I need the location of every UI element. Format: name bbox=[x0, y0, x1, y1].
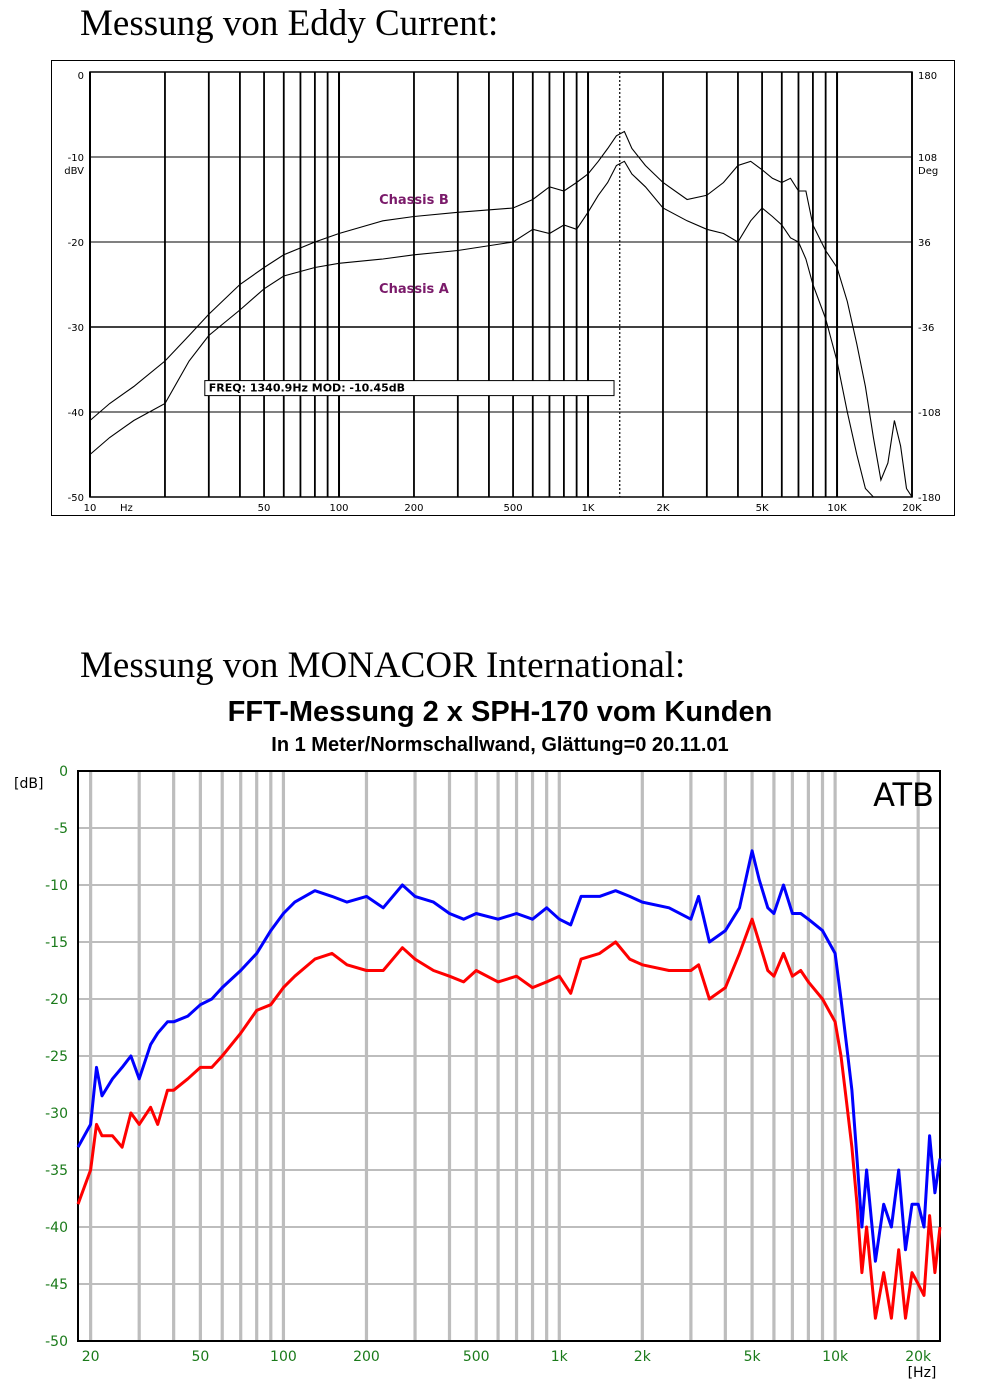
y-tick-label: -15 bbox=[45, 935, 68, 951]
y-right-tick-label: 36 bbox=[918, 238, 931, 249]
cursor-readout: FREQ: 1340.9Hz MOD: -10.45dB bbox=[208, 381, 406, 395]
y-tick-label: -50 bbox=[67, 493, 84, 504]
y-right-tick-label: -36 bbox=[918, 323, 935, 334]
atb-badge: ATB bbox=[873, 776, 934, 814]
y-right-tick-label: 180 bbox=[918, 71, 938, 82]
eddy-current-heading: Messung von Eddy Current: bbox=[80, 3, 499, 44]
y-tick-label: -10 bbox=[67, 153, 84, 164]
monacor-chart-subtitle: In 1 Meter/Normschallwand, Glättung=0 20.11.01 bbox=[271, 734, 729, 756]
x-tick-label: 20 bbox=[81, 1349, 100, 1365]
x-tick-label: 20K bbox=[902, 503, 922, 514]
series-chassis-a bbox=[90, 161, 912, 497]
x-tick-label: 50 bbox=[191, 1349, 210, 1365]
plot-frame bbox=[90, 72, 912, 497]
x-tick-label: 5k bbox=[743, 1349, 761, 1365]
x-tick-label: 1K bbox=[581, 503, 595, 514]
y-tick-label: 0 bbox=[77, 71, 84, 82]
series-red bbox=[78, 919, 940, 1318]
eddy-current-chart-frame bbox=[51, 60, 955, 516]
y-tick-label: -30 bbox=[67, 323, 84, 334]
x-tick-label: 500 bbox=[462, 1349, 490, 1365]
monacor-chart-title: FFT-Messung 2 x SPH-170 vom Kunden bbox=[227, 696, 773, 728]
y-tick-label: -45 bbox=[45, 1277, 68, 1293]
y-tick-label: -25 bbox=[45, 1049, 68, 1065]
x-axis-label: [Hz] bbox=[907, 1365, 937, 1381]
y-tick-label: -20 bbox=[67, 238, 84, 249]
y-axis-label: [dB] bbox=[14, 776, 44, 792]
monacor-heading: Messung von MONACOR International: bbox=[80, 645, 686, 686]
eddy-current-chart bbox=[52, 61, 956, 517]
y-right-tick-label: -180 bbox=[918, 493, 941, 504]
x-tick-label: 20k bbox=[905, 1349, 932, 1365]
x-tick-label: 5K bbox=[755, 503, 769, 514]
y-tick-label: -30 bbox=[45, 1106, 68, 1122]
x-tick-label: 200 bbox=[353, 1349, 380, 1365]
y-tick-label: -40 bbox=[67, 408, 84, 419]
x-tick-label: 10K bbox=[827, 503, 847, 514]
y-right-tick-label: 108 bbox=[918, 153, 938, 164]
series-chassis-b bbox=[90, 132, 912, 498]
y-tick-label: -5 bbox=[54, 821, 68, 837]
x-unit-label: Hz bbox=[119, 503, 133, 514]
y-right-tick-label: -108 bbox=[918, 408, 941, 419]
x-tick-label: 200 bbox=[404, 503, 424, 514]
monacor-chart bbox=[0, 753, 1000, 1393]
y-tick-label: -50 bbox=[45, 1334, 68, 1350]
y-right-axis-label: Deg bbox=[918, 166, 939, 177]
series-annotation: Chassis A bbox=[379, 282, 449, 297]
x-tick-label: 1k bbox=[550, 1349, 568, 1365]
series-annotation: Chassis B bbox=[379, 192, 449, 208]
y-tick-label: -20 bbox=[45, 992, 68, 1008]
y-tick-label: 0 bbox=[59, 764, 68, 780]
y-tick-label: -10 bbox=[45, 878, 68, 894]
y-tick-label: -35 bbox=[45, 1163, 68, 1179]
x-tick-label: 2K bbox=[656, 503, 670, 514]
y-axis-label: dBV bbox=[64, 166, 84, 177]
x-tick-label: 500 bbox=[503, 503, 523, 514]
x-tick-label: 10k bbox=[822, 1349, 849, 1365]
x-tick-label: 10 bbox=[83, 503, 97, 514]
x-tick-label: 100 bbox=[329, 503, 349, 514]
x-tick-label: 100 bbox=[270, 1349, 297, 1365]
y-tick-label: -40 bbox=[45, 1220, 68, 1236]
x-tick-label: 50 bbox=[257, 503, 271, 514]
x-tick-label: 2k bbox=[633, 1349, 651, 1365]
